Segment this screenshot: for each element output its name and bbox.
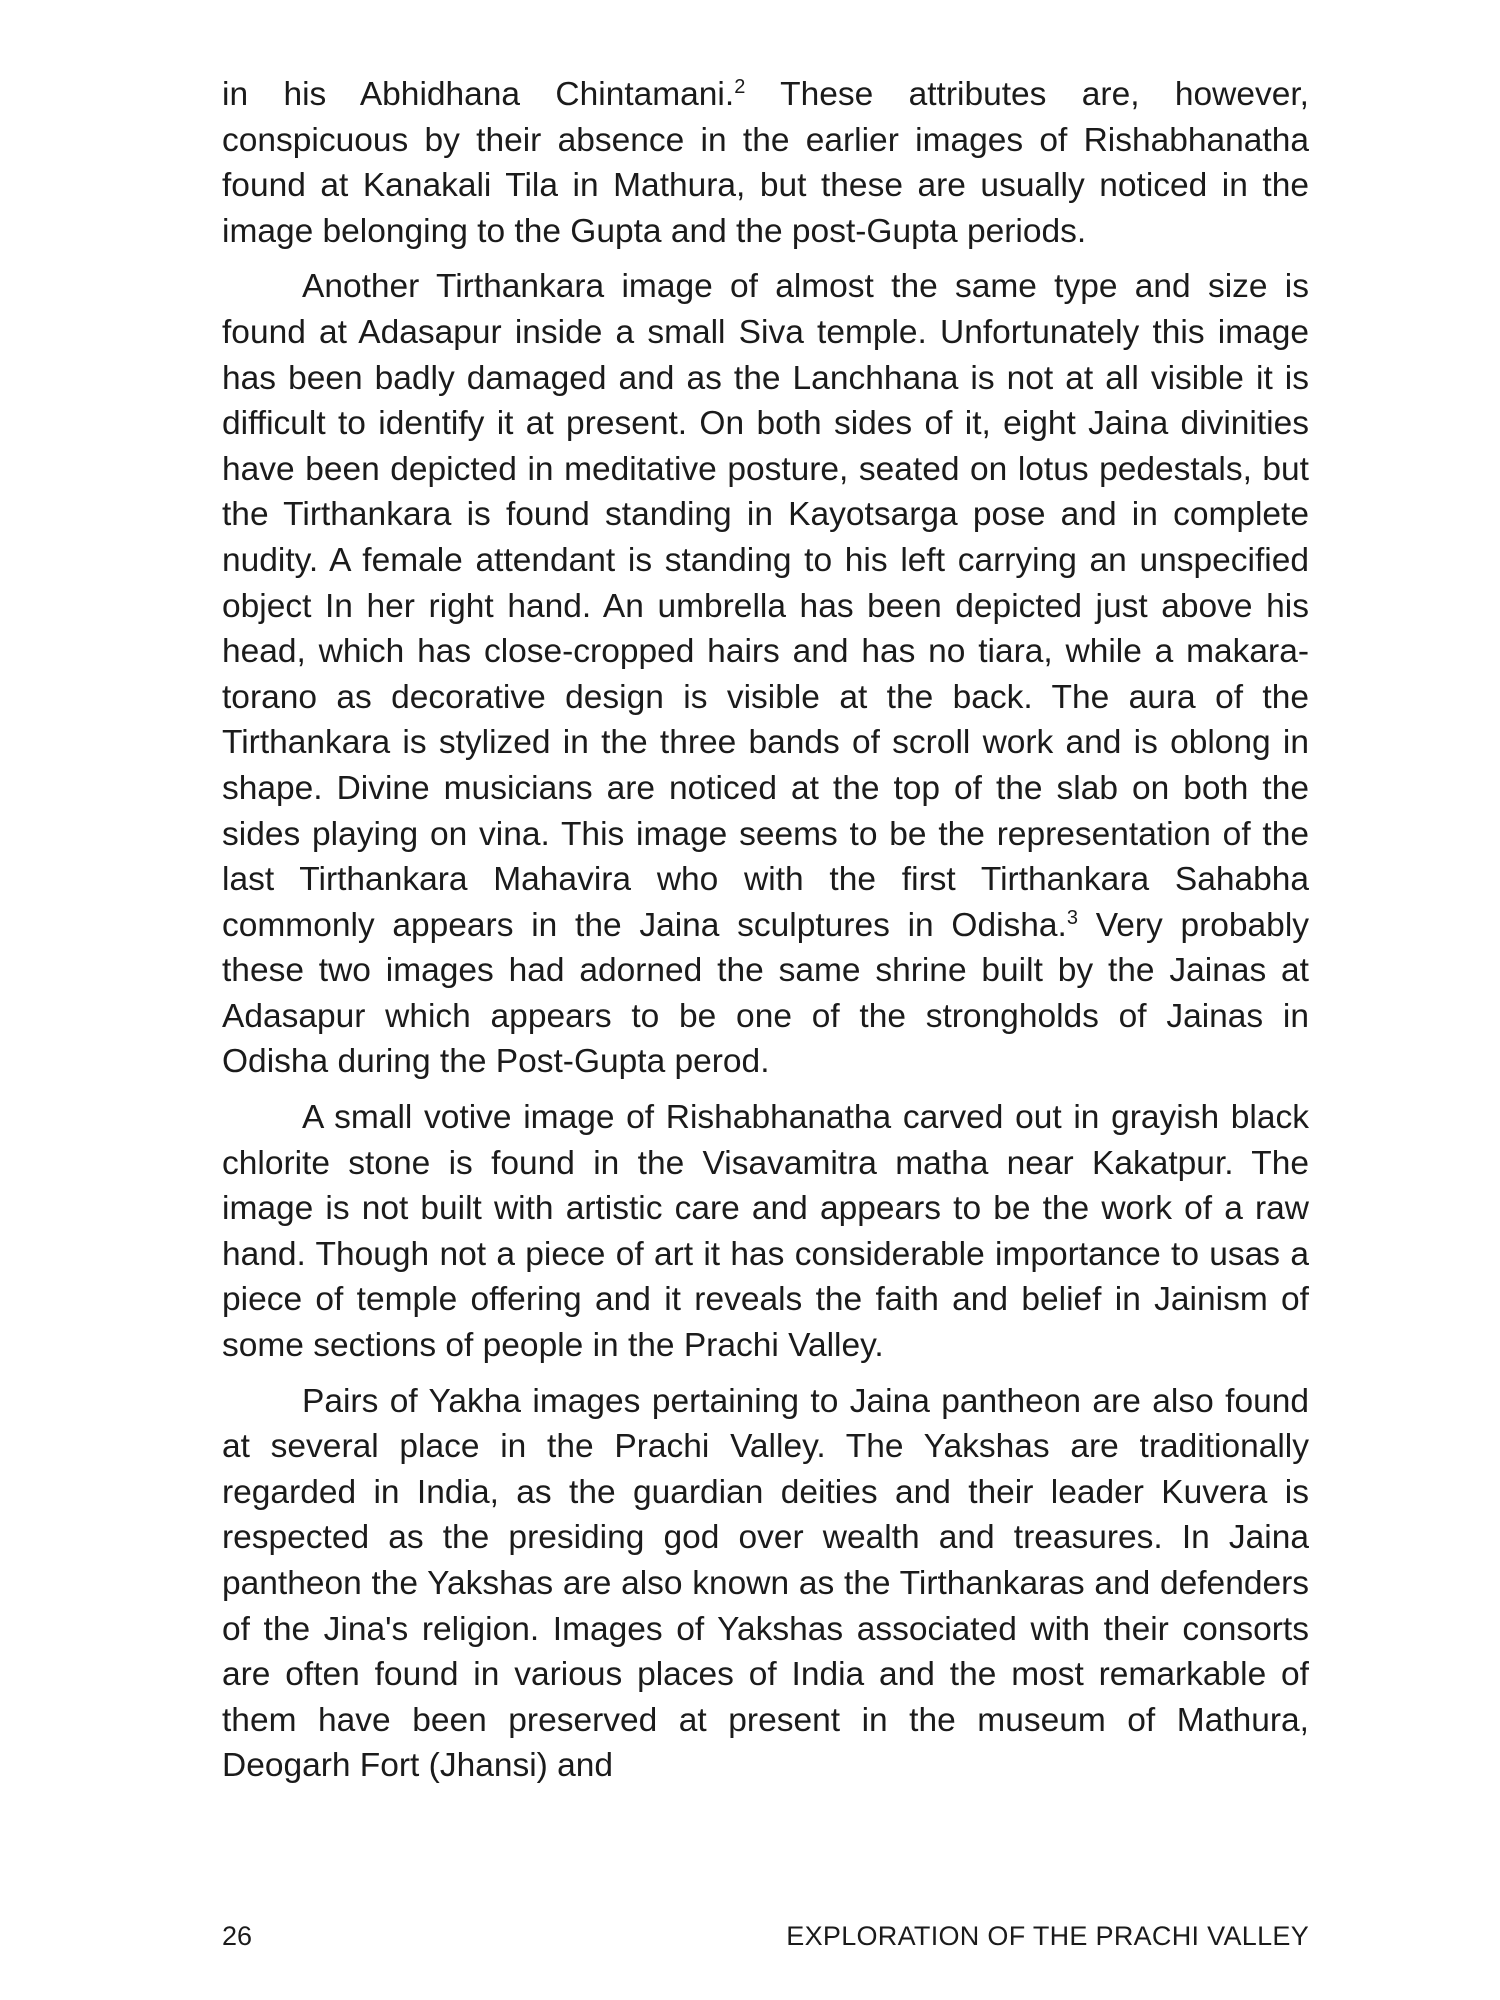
- paragraph-3: [222, 1095, 1309, 1369]
- paragraph-4: [222, 1379, 1309, 1789]
- paragraph-3-text: A small votive image of Rishabhanatha carved out in grayish black chlorite stone is found in the Visavamitra matha near Kakatpur. The image is not built with artistic care and appears to be the work of a raw hand. Though not a piece of art it has considerable importance to usas a piece of temple offering and it reveals the faith and belief in Jainism of some sections of people in the Prachi Valley.: [222, 1099, 1309, 1365]
- page-number: 26: [222, 1921, 253, 1951]
- footnote-ref-2: 2: [734, 75, 746, 98]
- page-footer: [222, 1921, 1309, 1961]
- footnote-ref-3: 3: [1066, 906, 1078, 929]
- paragraph-2: [222, 264, 1309, 1085]
- paragraph-2-text-cont: Very probably these two images had adorned the same shrine built by the Jainas at Adasapur which appears to be one of the strongholds of Jainas in Odisha during the Post-Gupta perod.: [222, 906, 1310, 1081]
- paragraph-2-text: Another Tirthankara image of almost the same type and size is found at Adasapur inside a small Siva temple. Unfortunately this image has been badly damaged and as the Lanchhana is not at all visible it is difficult to identify it at present. On both sides of it, eight Jaina divinities have been depicted in meditative posture, seated on lotus pedestals, but the Tirthankara is found standing in Kayotsarga pose and in complete nudity. A female attendant is standing to his left carrying an unspecified object In her right hand. An umbrella has been depicted just above his head, which has close-cropped hairs and has no tiara, while a makara-torano as decorative design is visible at the back. The aura of the Tirthankara is stylized in the three bands of scroll work and is oblong in shape. Divine musicians are noticed at the top of the slab on both the sides playing on vina. This image seems to be the representation of the last Tirthankara Mahavira who with the first Tirthankara Sahabha commonly appears in the Jaina sculptures in Odisha.: [222, 268, 1309, 944]
- body-text: [222, 72, 1309, 1799]
- paragraph-4-text: Pairs of Yakha images pertaining to Jaina pantheon are also found at several place in the Prachi Valley. The Yakshas are traditionally regarded in India, as the guardian deities and their leader Kuvera is respected as the presiding god over wealth and treasures. In Jaina pantheon the Yakshas are also known as the Tirthankaras and defenders of the Jina's religion. Images of Yakshas associated with their consorts are often found in various places of India and the most remarkable of them have been preserved at present in the museum of Mathura, Deogarh Fort (Jhansi) and: [222, 1382, 1309, 1785]
- paragraph-1: [222, 72, 1309, 254]
- paragraph-1-text-cont: These attributes are, however, conspicuous by their absence in the earlier images of Rishabhanatha found at Kanakali Tila in Mathura, but these are usually noticed in the image belonging to the Gupta and the post-Gupta periods.: [222, 76, 1309, 250]
- paragraph-1-text: in his Abhidhana Chintamani.: [222, 76, 735, 113]
- running-title: EXPLORATION OF THE PRACHI VALLEY: [786, 1921, 1309, 1951]
